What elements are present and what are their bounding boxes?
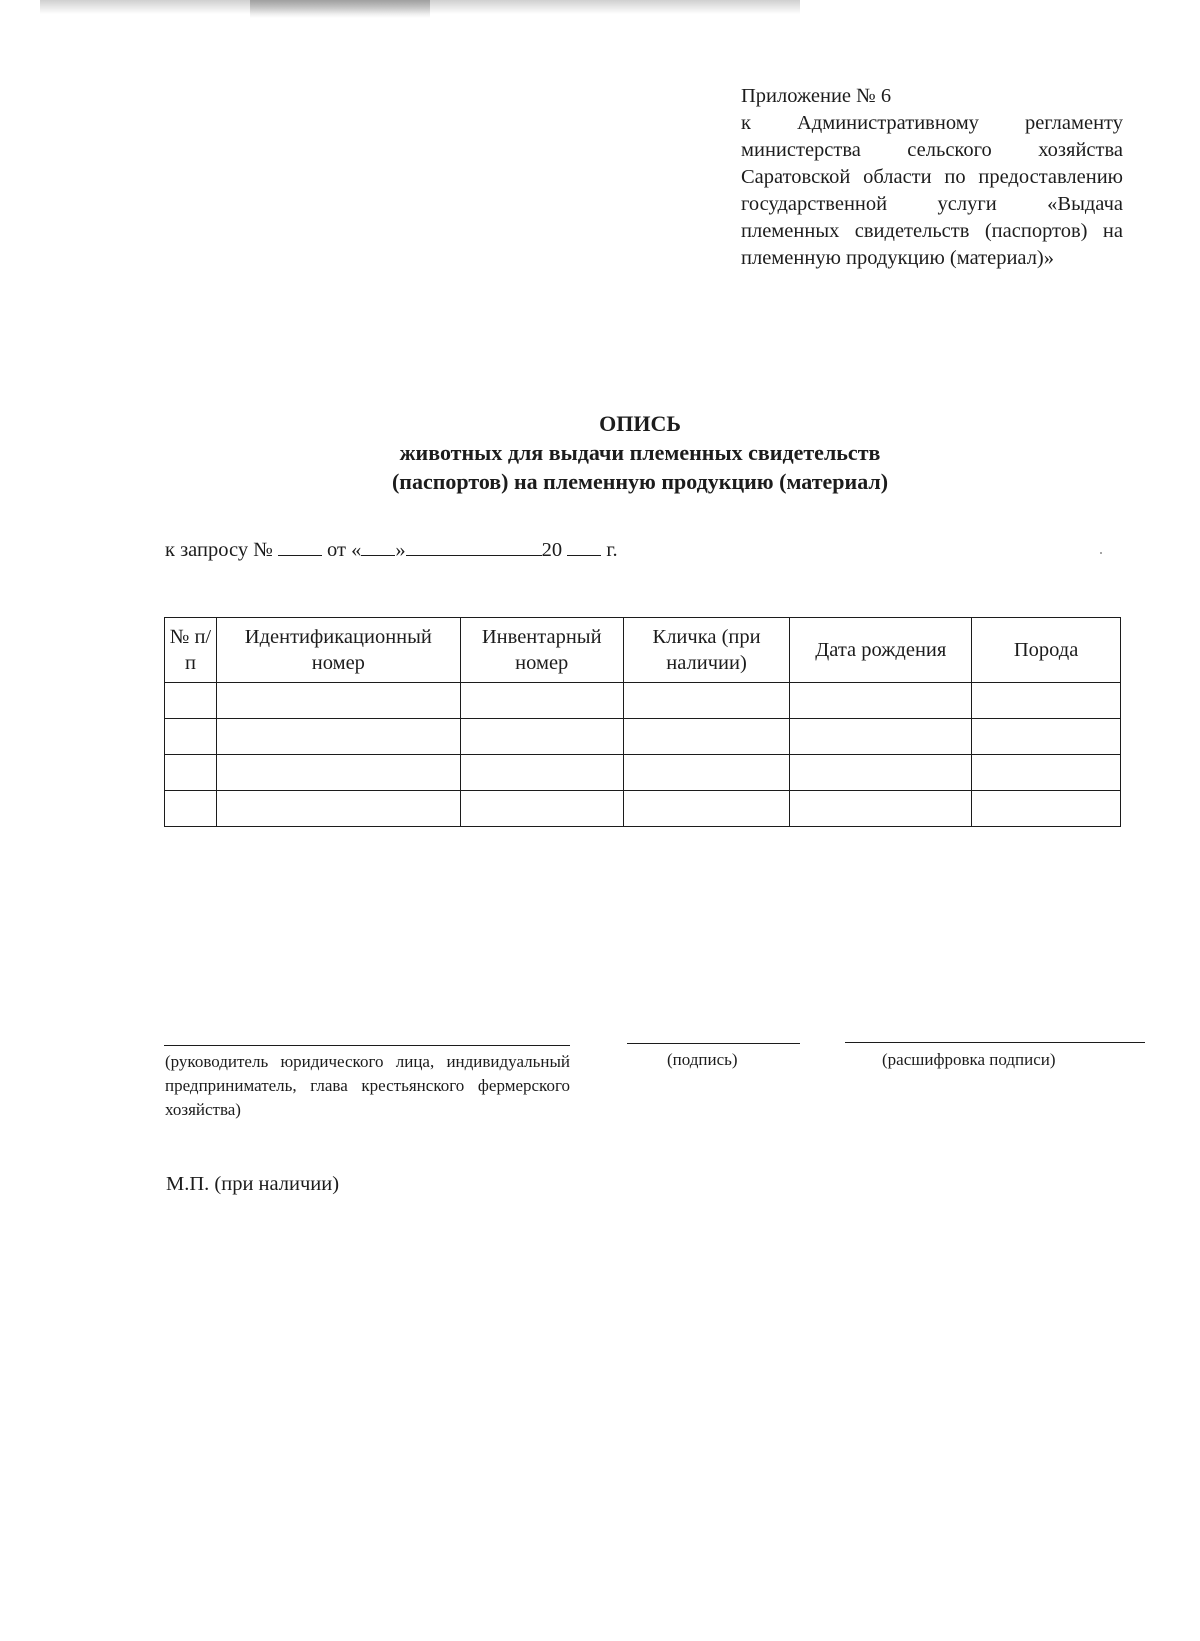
request-year-suffix: г. bbox=[606, 539, 618, 561]
table-cell[interactable] bbox=[216, 719, 460, 755]
table-cell[interactable] bbox=[972, 683, 1121, 719]
request-line bbox=[165, 537, 618, 562]
table-cell[interactable] bbox=[216, 683, 460, 719]
request-close-quote: » bbox=[395, 539, 406, 561]
signature-decode-label: (расшифровка подписи) bbox=[882, 1050, 1056, 1069]
table-cell[interactable] bbox=[165, 719, 217, 755]
table-cell[interactable] bbox=[165, 683, 217, 719]
head-signature-line[interactable] bbox=[164, 1045, 570, 1046]
table-cell[interactable] bbox=[972, 791, 1121, 827]
table-cell[interactable] bbox=[623, 755, 790, 791]
appendix-header bbox=[741, 83, 1123, 272]
request-number-label: к запросу № bbox=[165, 539, 273, 561]
table-cell[interactable] bbox=[790, 755, 972, 791]
table-cell[interactable] bbox=[460, 719, 623, 755]
title-line-3: (паспортов) на племенную продукцию (материал) bbox=[391, 469, 889, 494]
header-id-number: Идентификационный номер bbox=[216, 618, 460, 683]
document-title bbox=[250, 409, 1030, 496]
table-cell[interactable] bbox=[216, 791, 460, 827]
request-from-label: от « bbox=[327, 539, 362, 561]
table-cell[interactable] bbox=[972, 755, 1121, 791]
header-number: № п/п bbox=[165, 618, 217, 683]
request-month-blank bbox=[406, 537, 542, 556]
appendix-text: к Административному регламенту министерства сельского хозяйства Саратовской области по предоставлению государственной услуги «Выдача племенных свидетельств (паспортов) на племенную продукцию (материал)» bbox=[741, 112, 1123, 269]
request-year-blank bbox=[567, 537, 601, 556]
table-row bbox=[165, 791, 1121, 827]
table-row bbox=[165, 755, 1121, 791]
animals-table bbox=[164, 617, 1121, 827]
table-cell[interactable] bbox=[460, 683, 623, 719]
table-cell[interactable] bbox=[790, 719, 972, 755]
scan-artifact bbox=[250, 0, 430, 18]
title-line-1: ОПИСЬ bbox=[599, 411, 681, 436]
table-cell[interactable] bbox=[790, 683, 972, 719]
table-row bbox=[165, 683, 1121, 719]
head-signature-label: (руководитель юридического лица, индивидуальный предприниматель, глава крестьянского фермерского хозяйства) bbox=[165, 1052, 570, 1119]
table-cell[interactable] bbox=[460, 791, 623, 827]
signature-line[interactable] bbox=[627, 1043, 800, 1044]
table-header-row bbox=[165, 618, 1121, 683]
header-inventory-number: Инвентарный номер bbox=[460, 618, 623, 683]
header-breed: Порода bbox=[972, 618, 1121, 683]
stamp-placeholder: М.П. (при наличии) bbox=[166, 1173, 340, 1195]
scan-speck bbox=[1100, 552, 1102, 554]
table-cell[interactable] bbox=[972, 719, 1121, 755]
table-cell[interactable] bbox=[216, 755, 460, 791]
table-cell[interactable] bbox=[165, 791, 217, 827]
request-number-blank bbox=[278, 537, 322, 556]
request-day-blank bbox=[361, 537, 395, 556]
table-cell[interactable] bbox=[460, 755, 623, 791]
table-cell[interactable] bbox=[623, 683, 790, 719]
title-line-2: животных для выдачи племенных свидетельств bbox=[399, 440, 881, 465]
table-cell[interactable] bbox=[623, 791, 790, 827]
table-cell[interactable] bbox=[623, 719, 790, 755]
table-row bbox=[165, 719, 1121, 755]
table-cell[interactable] bbox=[165, 755, 217, 791]
request-year-prefix: 20 bbox=[541, 539, 563, 561]
signature-decode-line[interactable] bbox=[845, 1042, 1145, 1043]
header-nickname: Кличка (при наличии) bbox=[623, 618, 790, 683]
table-cell[interactable] bbox=[790, 791, 972, 827]
appendix-title: Приложение № 6 bbox=[741, 85, 892, 107]
header-birth-date: Дата рождения bbox=[790, 618, 972, 683]
signature-label: (подпись) bbox=[667, 1050, 738, 1069]
